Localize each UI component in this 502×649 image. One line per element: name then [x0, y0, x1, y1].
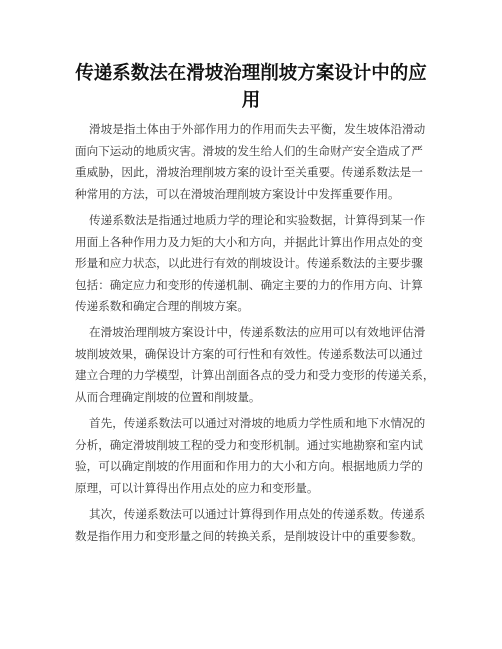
paragraph-3: [75, 322, 445, 408]
paragraph-line: 重威胁，因此，滑坡治理削坡方案的设计至关重要。传递系数法是一: [75, 165, 423, 179]
paragraph-line: 滑坡是指土体由于外部作用力的作用而失去平衡，发生坡体沿滑动: [89, 122, 426, 136]
paragraph-line: 分析，确定滑坡削坡工程的受力和变形机制。通过实地勘察和室内试: [75, 437, 423, 452]
paragraph-4: [75, 413, 445, 499]
title-line-2: 用: [241, 90, 261, 111]
paragraph-line: 从而合理确定削坡的位置和削坡量。: [75, 389, 261, 404]
paragraph-line: 验，可以确定削坡的作用面和作用力的大小和方向。根据地质力学的: [75, 459, 423, 473]
paragraph-line: 数是指作用力和变形量之间的转换关系，是削坡设计中的重要参数。: [75, 528, 423, 543]
paragraph-line: 形量和应力状态，以此进行有效的削坡设计。传递系数法的主要步骤: [75, 256, 423, 270]
paragraph-5: [75, 504, 445, 547]
paragraph-2: [75, 210, 445, 318]
paragraph-line: 在滑坡治理削坡方案设计中，传递系数法的应用可以有效地评估滑: [89, 325, 426, 339]
paragraph-line: 坡削坡效果，确保设计方案的可行性和有效性。传递系数法可以通过: [75, 346, 423, 361]
paragraph-line: 面向下运动的地质灾害。滑坡的发生给人们的生命财产安全造成了严: [75, 143, 423, 158]
paragraph-line: 原理，可以计算得出作用点处的应力和变形量。: [75, 480, 319, 495]
document-title: [60, 60, 442, 114]
paragraph-line: 其次，传递系数法可以通过计算得到作用点处的传递系数。传递系: [89, 507, 426, 521]
paragraph-line: 包括：确定应力和变形的传递机制、确定主要的力的作用方向、计算: [75, 277, 423, 292]
paragraph-1: [75, 119, 445, 205]
paragraph-line: 传递系数和确定合理的削坡方案。: [75, 299, 249, 313]
title-line-1: 传递系数法在滑坡治理削坡方案设计中的应: [75, 63, 427, 84]
paragraph-line: 种常用的方法，可以在滑坡治理削坡方案设计中发挥重要作用。: [75, 186, 400, 201]
paragraph-line: 传递系数法是指通过地质力学的理论和实验数据，计算得到某一作: [89, 213, 426, 227]
paragraph-line: 首先，传递系数法可以通过对滑坡的地质力学性质和地下水情况的: [89, 416, 426, 430]
paragraph-line: 用面上各种作用力及力矩的大小和方向，并据此计算出作用点处的变: [75, 234, 423, 249]
paragraph-line: 建立合理的力学模型，计算出剖面各点的受力和受力变形的传递关系，: [75, 368, 435, 382]
